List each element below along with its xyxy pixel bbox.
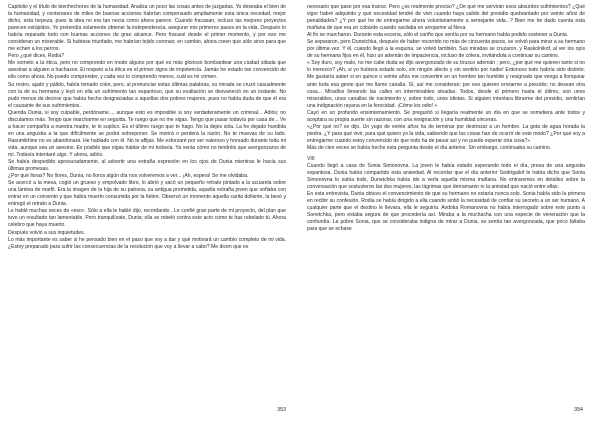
paragraph: Se había despedido apresuradamente, al advertir una extraña expresión en los ojos de Dunia mientras le hacía sus últimas promesas. bbox=[8, 159, 286, 173]
paragraph: Cayó en un profundo ensimismamiento. Se preguntó si llegaría realmente un día en que se sometiera ante todos y aceptara su propia suerte sin razonar, con una resignación y una humildad sinceras. bbox=[307, 109, 585, 123]
paragraph: ¿Por qué lloras? No llores, Dunia, no lloros algún día nos volveremos a ver... ¡Ah, espera! Se me olvidaba. bbox=[8, 173, 249, 180]
paragraph: « Soy duro, soy malo, no me cabe duda se dijo avergonzado de su brusco ademán ; pero, ¿por qué me quieren tanto si no lo merezco? ¡Ah, si yo hubiera estado solo, sin ningún afecto y sin sentirlo por nadie! Entonces todo habría sido distinto. Me gustaría saber si en quince o veinte años me convertiré en un hombre tan humilde y resignado que venga a lloriquear ante toda esa gente que me llame canalla. Sí, así me consideran; por eso quieren enviarme a presidio; no desean otra cosa... Miradlos llenando las calles en interminables oleadas. Todos, desde el primero hasta el último, son unos miserables, unos canallas de nacimiento y, sobre todo, unos idiotas. Si alguien intentara librarme del presidio, sentirían una indignación rayana en la ferocidad. ¡Cómo los odio! » bbox=[307, 60, 585, 109]
paragraph: Querida Dunia, si soy culpable, perdóname..., aunque esto es imposible si soy verdaderamente un criminal... Adiós; no discutamos más. Tengo que marcharme en seguida. Te ruego que no me sigas. Tengo que pasar todavía por casa de... Ve a hacer compañía a nuestra madre, te lo suplico. Es el último ruego que te hago. No la dejes sola. La he dejado hundida en una angustia a la que difícilmente se podrá sobreponer. Se morirá o perderá la razón. No te muevas de su lado. Rasumikhine no es abandonará. He hablado con él. No te aflijas. Me esforzaré por ser valeroso y honrado durante toda mi vida, aunque sea un asesino. Es posible que oigas hablar de mí todavía. Ya verás cómo no tendréis que avergonzaros de mí. Todavía intentaré algo. Y ahora, adiós. bbox=[8, 109, 286, 158]
paragraph: Le hablé muchas veces de «eso». Sólo a ella le hablé dijo, recordando . Le confié gran parte de mi proyecto, del plan que tuvo un resultado tan lamentable. Pero tranquilízate, Dunia; ella se rebeló contra este acto como te has rebelado tú. Ahora celebro que haya muerto. bbox=[8, 208, 286, 229]
page-number-right: 354 bbox=[574, 407, 583, 413]
page-number-left: 353 bbox=[277, 407, 286, 413]
paragraph: Cuando llegó a casa de Sonia Simonovna. La joven le había estado esperando todo el día, presa de una angustia espantosa. Dunia había compartido esta ansiedad. Al recordar que el día anterior Svidrigailof le había dicho que Sonia Simonovna lo sabía todo, Dunetchka había ido a verla aquella misma mañana. No entraremos en detalles sobre la conversación que sostuvieron las dos mujeres, las lágrimas que derramaron ni la amistad que nació entre ellas. bbox=[307, 163, 585, 191]
paragraph: Su rostro, ajado y pálido, había tomado color, pero, al pronunciar estas últimas palabras, su mirada se cruzó casualmente con la de su hermana y leyó en ella un sufrimiento tan espantoso, que su exaltación se desvaneció en un instante. No pudo menos de decirse que había hecho desgraciadas a aquellas dos pobres mujeres, pues no había duda de que él era el causante de sus sufrimientos. bbox=[8, 81, 286, 109]
paragraph: Pero ¿qué dices, Rodia? bbox=[8, 53, 65, 60]
right-page-body bbox=[307, 4, 585, 234]
paragraph: Al fin se marcharon. Durante esta escena, sólo el cariño que sentía por su hermano había podido sostener a Dunia. bbox=[307, 32, 569, 39]
left-page bbox=[8, 4, 286, 414]
paragraph: Después volvió a sus inquietudes. bbox=[8, 229, 86, 236]
paragraph: «¿Por qué no? se dijo. Un yugo de veinte años ha de terminar por destrozar a un hombre. La gota de agua horada la piedra. ¿Y para qué vivir, para qué quiero yo la vida, sabiendo que las cosas han de ocurrir de este modo? ¿Por qué voy a entregarme cuando estoy convencido de que todo ha de pasar así y no puedo esperar otra cosa?» bbox=[307, 123, 585, 144]
paragraph: Capitolio y el título de bienhechores de la humanidad. Analiza un poco las cosas antes de juzgarlas. Yo deseaba el bien de la humanidad, y centenares de miles de buenas acciones habrían compensado ampliamente esta única necedad, mejor dicho, esta torpeza, pues la idea no era tan necia como ahora parece. Cuando fracasan, incluso las mejores proyectos parecen estúpidos. Yo pretendía solamente obtener la independencia, asegurar mis primeros pasos en la vida. Después lo habría reparado todo con buenas acciones de gran alcance. Pero fracasé desde el primer momento, y por eso me consideran un miserable. Si hubiese triunfado, me habrían tejido coronas; en cambio, ahora creen que sólo sirvo para que me echen a los perros. bbox=[8, 4, 286, 53]
right-page bbox=[307, 4, 585, 414]
paragraph: Más de cien veces se había hecho esta pregunta desde el día anterior. Sin embargo, continuaba su camino. bbox=[307, 144, 552, 151]
paragraph: Me someto a la ética, pero no comprendo en modo alguno por qué es más glorioso bombardear una ciudad sitiada que asesinar a alguien a hachazos. El respeto a la ética es el primer signo de impotencia. Jamás he estado tan convencido de ello como ahora. No puedo comprender, y cada vez lo comprendo menos, cuál es mi crimen. bbox=[8, 60, 286, 81]
left-page-body bbox=[8, 4, 286, 251]
paragraph: Se separaron, pero Dunetchka, después de haber recorrido no más de cincuenta pasos, se volvió para mirar a su hermano por última vez. Y él, cuando llegó a la esquina, se volvió también. Sus miradas se cruzaron, y Raskolnikof, al ver los ojos de su hermana fijos en él, hizo un ademán de impaciencia, incluso de cólera, invitándola a continuar su camino. bbox=[307, 39, 585, 60]
chapter-heading: VIII bbox=[307, 155, 315, 162]
paragraph: En esta entrevista, Dunia obtuvo el convencimiento de que su hermano no estaría nunca solo. Sonia había sido la primera en recibir su confesión. Rodia se había dirigido a ella cuando sintió la necesidad de confiar su secreto a un ser humano. A cualquier parte que el destino le llevara, ella le seguiría. Avdotia Romanovna no había interrogado sobre este punto a Sonetchka, pero estaba segura de que procedería así. Miraba a la muchacha con una especie de veneración que la confundía. La pobre Sonia, que se consideraba indigna de mirar a Dunia, se sentía tan avergonzada, que poco faltaba para que se echase bbox=[307, 191, 585, 233]
paragraph: Lo más importante es saber si he pensado bien en el paso que voy a dar y qué motivará un cambio completo de mi vida. ¿Estoy preparado para sufrir las consecuencias de la resolución que voy a llevar a cabo? Me dicen que es bbox=[8, 236, 286, 250]
paragraph: Se acercó a la mesa, cogió un grueso y empolvado libro, lo abrió y sacó un pequeño retrato pintado a la acuarela sobre una lámina de marfil. Era la imagen de la hija de su patrona, su antigua prometida, aquella extraña joven que soñaba con entrar en un convento y que había muerto consumida por la fiebre. Observó un momento aquella carita doliente, la besó y entregó el retrato a Dunia. bbox=[8, 180, 286, 208]
paragraph: necesario que pase por esa trance. Pero ¿es realmente preciso? ¿De qué me servirán esos absurdos sufrimientos? ¿Qué vigor habré adquirido y qué necesidad tendré de vivir cuando haya salido del presidio quebrantado por veinte años de penalidades? ¿Y por qué he de entregarme ahora voluntariamente a semejante vida...? Bien me he dado cuenta esta mañana de que era un cobarde cuando vacilaba en arrojarme al Neva. bbox=[307, 4, 585, 32]
